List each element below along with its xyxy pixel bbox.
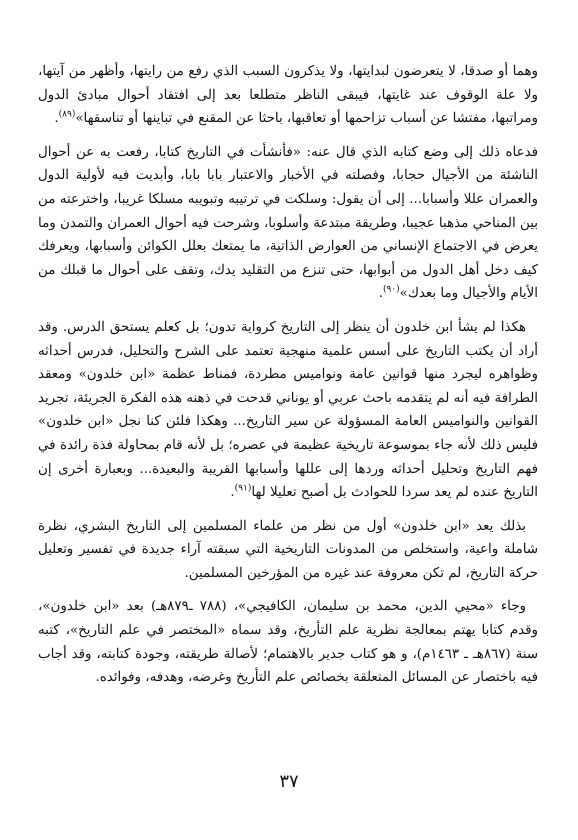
paragraph-3: هكذا لم يشأ ابن خلدون أن ينظر إلى التاريخ كرواية تدون؛ بل كعلم يستحق الدرس. وقد أراد أن يكتب التاريخ على أسس علمية منهجية تعتمد على الشرح والتحليل، فدرس أحداثه وظواهره ليجرد منها قوانين عامة ونواميس مطردة، فمناط عظمة «ابن خلدون» ومعقد الطرافة فيه أنه لم يتقدمه باحث عربي أو يوناني قدحت في ذهنه هذه الفكرة الجريئة، تجريد القوانين والنواميس العامة المسؤولة عن سير التاريخ... وهكذا فلئن كنا نجل «ابن خلدون» فليس ذلك لأنه جاء بموسوعة تاريخية عظيمة في عصره؛ بل لأنه قام بمحاولة فذة رائدة في فهم التاريخ وتحليل أحداثه وردها إلى عللها وأسبابها القريبة والبعيدة... وبعبارة أخرى إن التاريخ عنده لم يعد سردا للحوادث بل أصبح تعليلا لها$^{(٩١)}$. (38, 319, 538, 501)
paragraph-1-text: وهما أو صدقا، لا يتعرضون لبدايتها، ولا يذكرون السبب الذي رفع من رايتها، وأظهر من آيتها، ولا علة الوقوف عند غايتها، فيبقى الناظر متطلعا بعد إلى افتقاد أحوال مبادئ الدول ومراتبها، مفتشا عن أسباب تزاحمها أو تعاقبها، باحثا عن المقنع في تباينها أو تناسقها» (38, 64, 538, 127)
footnote-marker-89: (٨٩) (58, 109, 76, 120)
page-body (38, 60, 538, 700)
paragraph-4 (38, 515, 538, 586)
paragraph-3-text: هكذا لم يشأ ابن خلدون أن ينظر إلى التاريخ كرواية تدون؛ بل كعلم يستحق الدرس. وقد أراد أن يكتب التاريخ على أسس علمية منهجية تعتمد على الشرح والتحليل، فدرس أحداثه وظواهره ليجرد منها قوانين عامة ونواميس مطردة، فمناط عظمة «ابن خلدون» ومعقد الطرافة فيه أنه لم يتقدمه باحث عربي أو يوناني قدحت في ذهنه هذه الفكرة الجريئة، تجريد القوانين والنواميس العامة المسؤولة عن سير التاريخ... وهكذا فلئن كنا نجل «ابن خلدون» فليس ذلك لأنه جاء بموسوعة تاريخية عظيمة في عصره؛ بل لأنه قام بمحاولة فذة رائدة في فهم التاريخ وتحليل أحداثه وردها إلى عللها وأسبابها القريبة والبعيدة... وبعبارة أخرى إن التاريخ عنده لم يعد سردا للحوادث بل أصبح تعليلا لها (38, 319, 538, 501)
footnote-marker-91: (٩١) (234, 483, 252, 494)
paragraph-1: وهما أو صدقا، لا يتعرضون لبدايتها، ولا يذكرون السبب الذي رفع من رايتها، وأظهر من آيتها، ولا علة الوقوف عند غايتها، فيبقى الناظر متطلعا بعد إلى افتقاد أحوال مبادئ الدول ومراتبها، مفتشا عن أسباب تزاحمها أو تعاقبها، باحثا عن المقنع في تباينها أو تناسقها»$^{(٨٩)}$. (38, 64, 538, 127)
paragraph-5 (38, 595, 538, 689)
paragraph-2-text: فدعاه ذلك إلى وضع كتابه الذي قال عنه: «فأنشأت في التاريخ كتابا، رفعت به عن أحوال الناشئة من الأجيال حجابا، وفصلته في الأخبار والاعتبار بابا بابا، وأبديت فيه لأولية الدول والعمران عللا وأسبابا... إلى أن يقول: وسلكت في ترتيبه وتبويبه مسلكا غريبا، واخترعته من بين المناحي مذهبا عجيبا، وطريقة مبتدعة وأسلوبا، وشرحت فيه أحوال العمران والتمدن وما يعرض في الاجتماع الإنساني من العوارض الذاتية، ما يمتعك بعلل الكوائن وأسبابها، ويعرفك كيف دخل أهل الدول من أبوابها، حتى تنزع من التقليد يدك، وتقف على أحوال ما قبلك من الأيام والأجيال وما بعدك» (38, 144, 538, 302)
footnote-marker-90: (٩٠) (382, 284, 400, 295)
paragraph-5-text: وجاء «محيي الدين، محمد بن سليمان، الكافيجي»، (٧٨٨ ـ٨٧٩هـ) بعد «ابن خلدون»، وقدم كتابا يهتم بمعالجة نظرية علم التأريخ، وقد سماه «المختصر في علم التاريخ»، كتبه سنة (٨٦٧هـ ـ ١٤٦٣م)، و هو كتاب جدير بالاهتمام؛ لأصالة طريقته، وجودة كتابته، وقد أجاب فيه باختصار عن المسائل المتعلقة بخصائص علم التأريخ وغرضه، وهدفه، وفوائده. (38, 599, 539, 686)
paragraph-2: فدعاه ذلك إلى وضع كتابه الذي قال عنه: «فأنشأت في التاريخ كتابا، رفعت به عن أحوال الناشئة من الأجيال حجابا، وفصلته في الأخبار والاعتبار بابا بابا، وأبديت فيه لأولية الدول والعمران عللا وأسبابا... إلى أن يقول: وسلكت في ترتيبه وتبويبه مسلكا غريبا، واخترعته من بين المناحي مذهبا عجيبا، وطريقة مبتدعة وأسلوبا، وشرحت فيه أحوال العمران والتمدن وما يعرض في الاجتماع الإنساني من العوارض الذاتية، ما يمتعك بعلل الكوائن وأسبابها، ويعرفك كيف دخل أهل الدول من أبوابها، حتى تنزع من التقليد يدك، وتقف على أحوال ما قبلك من الأيام والأجيال وما بعدك»$^{(٩٠)}$. (38, 144, 538, 302)
page-number: ٣٧ (279, 771, 299, 792)
paragraph-4-text: بذلك يعد «ابن خلدون» أول من نظر من علماء المسلمين إلى التاريخ البشري، نظرة شاملة واعية، واستخلص من المدونات التاريخية التي سبقته آراء جديدة في تفسير وتعليل حركة التاريخ، لم تكن معروفة عند غيره من المؤرخين المسلمين. (38, 518, 538, 581)
